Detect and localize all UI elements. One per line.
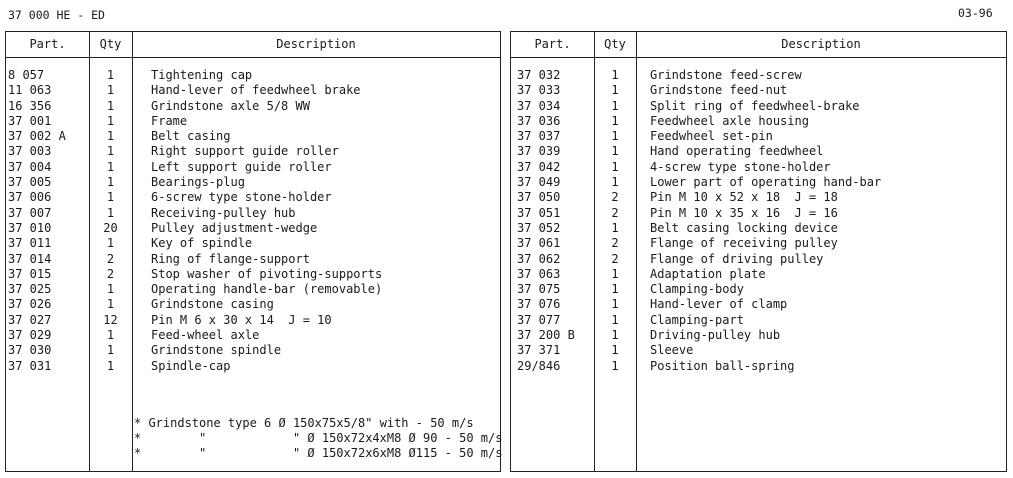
quantity: 1 — [106, 328, 115, 343]
description: Grindstone feed-screw — [650, 68, 802, 82]
quantity: 1 — [611, 297, 619, 312]
description: Driving-pulley hub — [650, 328, 781, 343]
table-row — [6, 175, 500, 190]
quantity: 1 — [611, 220, 619, 235]
description: Pin M 10 x 52 x 18 J = 18 — [650, 190, 838, 205]
part-number: 37 075 — [517, 282, 561, 297]
quantity: 1 — [106, 297, 115, 312]
quantity: 1 — [106, 282, 115, 297]
quantity: 2 — [611, 190, 619, 205]
part-number: 37 063 — [517, 266, 561, 281]
description: Flange of driving pulley — [650, 251, 824, 266]
part-number: 8 057 — [8, 68, 45, 82]
description: Grindstone spindle — [151, 343, 282, 358]
table-row — [6, 282, 500, 297]
part-number: 37 001 — [8, 113, 52, 128]
table-row — [511, 359, 1006, 374]
rows-right — [511, 68, 1006, 374]
part-number: 37 004 — [8, 159, 52, 174]
quantity: 2 — [106, 251, 115, 266]
table-row — [6, 221, 500, 236]
rows-left — [6, 68, 500, 374]
quantity: 1 — [611, 159, 619, 174]
table-row — [511, 221, 1006, 236]
part-number: 37 006 — [8, 190, 52, 205]
part-number: 37 062 — [517, 251, 561, 266]
part-number: 37 034 — [517, 98, 561, 113]
description: Left support guide roller — [151, 159, 332, 174]
part-number: 37 026 — [8, 297, 52, 312]
part-number: 37 050 — [517, 190, 561, 205]
note-line: * " " Ø 150x72x6xM8 Ø115 - 50 m/s — [134, 446, 503, 460]
table-row — [6, 99, 500, 114]
quantity: 1 — [611, 175, 619, 190]
table-row — [6, 236, 500, 251]
description: Split ring of feedwheel-brake — [650, 98, 860, 113]
part-number: 37 011 — [8, 236, 52, 251]
table-row — [511, 236, 1006, 251]
table-row — [6, 83, 500, 98]
table-row — [511, 144, 1006, 159]
quantity: 1 — [611, 312, 619, 327]
document-code: 37 000 HE - ED — [8, 8, 105, 22]
table-header — [511, 32, 1006, 58]
quantity: 1 — [106, 236, 115, 251]
note-line: * Grindstone type 6 Ø 150x75x5/8" with - 50 m/s — [134, 416, 474, 430]
table-row — [6, 297, 500, 312]
part-number: 37 031 — [8, 358, 52, 373]
description: Grindstone feed-nut — [650, 83, 788, 98]
quantity: 1 — [106, 175, 115, 190]
parts-table-left — [5, 31, 501, 472]
table-header — [6, 32, 500, 58]
description: Feedwheel axle housing — [650, 113, 809, 128]
quantity: 1 — [611, 266, 619, 281]
table-row — [511, 343, 1006, 358]
description: Frame — [151, 113, 188, 128]
quantity: 1 — [106, 343, 115, 358]
part-number: 16 356 — [8, 98, 52, 113]
table-row — [511, 160, 1006, 175]
table-row — [6, 206, 500, 221]
quantity: 2 — [611, 251, 619, 266]
description: Flange of receiving pulley — [650, 236, 838, 251]
description: Pin M 10 x 35 x 16 J = 16 — [650, 205, 838, 220]
quantity: 1 — [106, 68, 115, 82]
part-number: 37 003 — [8, 144, 52, 159]
description: Right support guide roller — [151, 144, 339, 159]
quantity: 1 — [611, 83, 619, 98]
part-number: 37 002 A — [8, 129, 66, 144]
part-number: 37 015 — [8, 266, 52, 281]
table-row — [511, 190, 1006, 205]
part-number: 37 077 — [517, 312, 561, 327]
quantity: 1 — [106, 190, 115, 205]
table-row — [6, 328, 500, 343]
part-number: 37 032 — [517, 68, 561, 82]
part-number: 37 039 — [517, 144, 561, 159]
part-number: 37 052 — [517, 220, 561, 235]
description: Clamping-body — [650, 282, 744, 297]
description: Sleeve — [650, 343, 694, 358]
part-number: 37 033 — [517, 83, 561, 98]
description: Ring of flange-support — [151, 251, 310, 266]
part-number: 37 049 — [517, 175, 561, 190]
description: Operating handle-bar (removable) — [151, 282, 383, 297]
header-part: Part. — [29, 37, 66, 51]
part-number: 37 061 — [517, 236, 561, 251]
part-number: 37 042 — [517, 159, 561, 174]
table-row — [6, 144, 500, 159]
description: Lower part of operating hand-bar — [650, 175, 882, 190]
quantity: 1 — [611, 282, 619, 297]
table-row — [6, 129, 500, 144]
table-row — [511, 175, 1006, 190]
table-row — [511, 267, 1006, 282]
table-row — [511, 99, 1006, 114]
part-number: 37 027 — [8, 312, 52, 327]
table-row — [6, 68, 500, 83]
quantity: 1 — [611, 343, 619, 358]
table-row — [6, 114, 500, 129]
quantity: 1 — [106, 129, 115, 144]
parts-table-right — [510, 31, 1007, 472]
quantity: 1 — [611, 328, 619, 343]
description: Key of spindle — [151, 236, 253, 251]
description: Spindle-cap — [151, 358, 231, 373]
part-number: 37 010 — [8, 220, 52, 235]
quantity: 1 — [106, 205, 115, 220]
table-row — [6, 252, 500, 267]
description: Grindstone casing — [151, 297, 274, 312]
description: 6-screw type stone-holder — [151, 190, 332, 205]
part-number: 37 200 B — [517, 328, 575, 343]
table-row — [511, 83, 1006, 98]
description: Belt casing locking device — [650, 220, 838, 235]
part-number: 11 063 — [8, 83, 52, 98]
description: Pin M 6 x 30 x 14 J = 10 — [151, 312, 332, 327]
description: Feed-wheel axle — [151, 328, 260, 343]
table-row — [511, 328, 1006, 343]
quantity: 1 — [106, 144, 115, 159]
part-number: 37 051 — [517, 205, 561, 220]
part-number: 37 037 — [517, 129, 561, 144]
part-number: 37 029 — [8, 328, 52, 343]
table-row — [511, 68, 1006, 83]
table-row — [511, 282, 1006, 297]
part-number: 37 371 — [517, 343, 561, 358]
document-date: 03-96 — [958, 6, 993, 20]
table-row — [511, 313, 1006, 328]
quantity: 12 — [103, 312, 118, 327]
description: Tightening cap — [151, 68, 253, 82]
table-row — [6, 190, 500, 205]
description: Adaptation plate — [650, 266, 766, 281]
header-qty: Qty — [99, 37, 122, 51]
quantity: 1 — [611, 144, 619, 159]
quantity: 2 — [106, 266, 115, 281]
part-number: 37 076 — [517, 297, 561, 312]
quantity: 20 — [103, 220, 118, 235]
quantity: 1 — [106, 159, 115, 174]
table-row — [6, 343, 500, 358]
description: Grindstone axle 5/8 WW — [151, 98, 310, 113]
table-row — [6, 313, 500, 328]
quantity: 1 — [106, 98, 115, 113]
table-row — [6, 267, 500, 282]
table-row — [511, 129, 1006, 144]
part-number: 37 014 — [8, 251, 52, 266]
part-number: 29/846 — [517, 358, 561, 373]
part-number: 37 005 — [8, 175, 52, 190]
description: Hand operating feedwheel — [650, 144, 824, 159]
quantity: 1 — [106, 83, 115, 98]
header-qty: Qty — [604, 37, 626, 51]
description: Stop washer of pivoting-supports — [151, 266, 383, 281]
note-line: * " " Ø 150x72x4xM8 Ø 90 - 50 m/s — [134, 431, 503, 445]
quantity: 1 — [106, 113, 115, 128]
part-number: 37 025 — [8, 282, 52, 297]
table-row — [511, 206, 1006, 221]
description: Feedwheel set-pin — [650, 129, 773, 144]
table-row — [511, 114, 1006, 129]
description: Bearings-plug — [151, 175, 245, 190]
table-row — [6, 160, 500, 175]
description: Receiving-pulley hub — [151, 205, 296, 220]
description: Belt casing — [151, 129, 231, 144]
table-row — [6, 359, 500, 374]
header-description: Description — [276, 37, 356, 51]
description: Hand-lever of feedwheel brake — [151, 83, 361, 98]
table-row — [511, 252, 1006, 267]
description: Clamping-part — [650, 312, 744, 327]
header-part: Part. — [534, 37, 571, 51]
quantity: 2 — [611, 205, 619, 220]
description: Position ball-spring — [650, 358, 795, 373]
part-number: 37 007 — [8, 205, 52, 220]
quantity: 2 — [611, 236, 619, 251]
part-number: 37 030 — [8, 343, 52, 358]
quantity: 1 — [611, 113, 619, 128]
description: 4-screw type stone-holder — [650, 159, 831, 174]
description: Pulley adjustment-wedge — [151, 220, 318, 235]
quantity: 1 — [611, 98, 619, 113]
quantity: 1 — [611, 68, 619, 82]
header-description: Description — [781, 37, 861, 51]
quantity: 1 — [611, 358, 619, 373]
table-row — [511, 297, 1006, 312]
part-number: 37 036 — [517, 113, 561, 128]
description: Hand-lever of clamp — [650, 297, 788, 312]
quantity: 1 — [611, 129, 619, 144]
quantity: 1 — [106, 358, 115, 373]
grindstone-notes — [134, 416, 502, 461]
